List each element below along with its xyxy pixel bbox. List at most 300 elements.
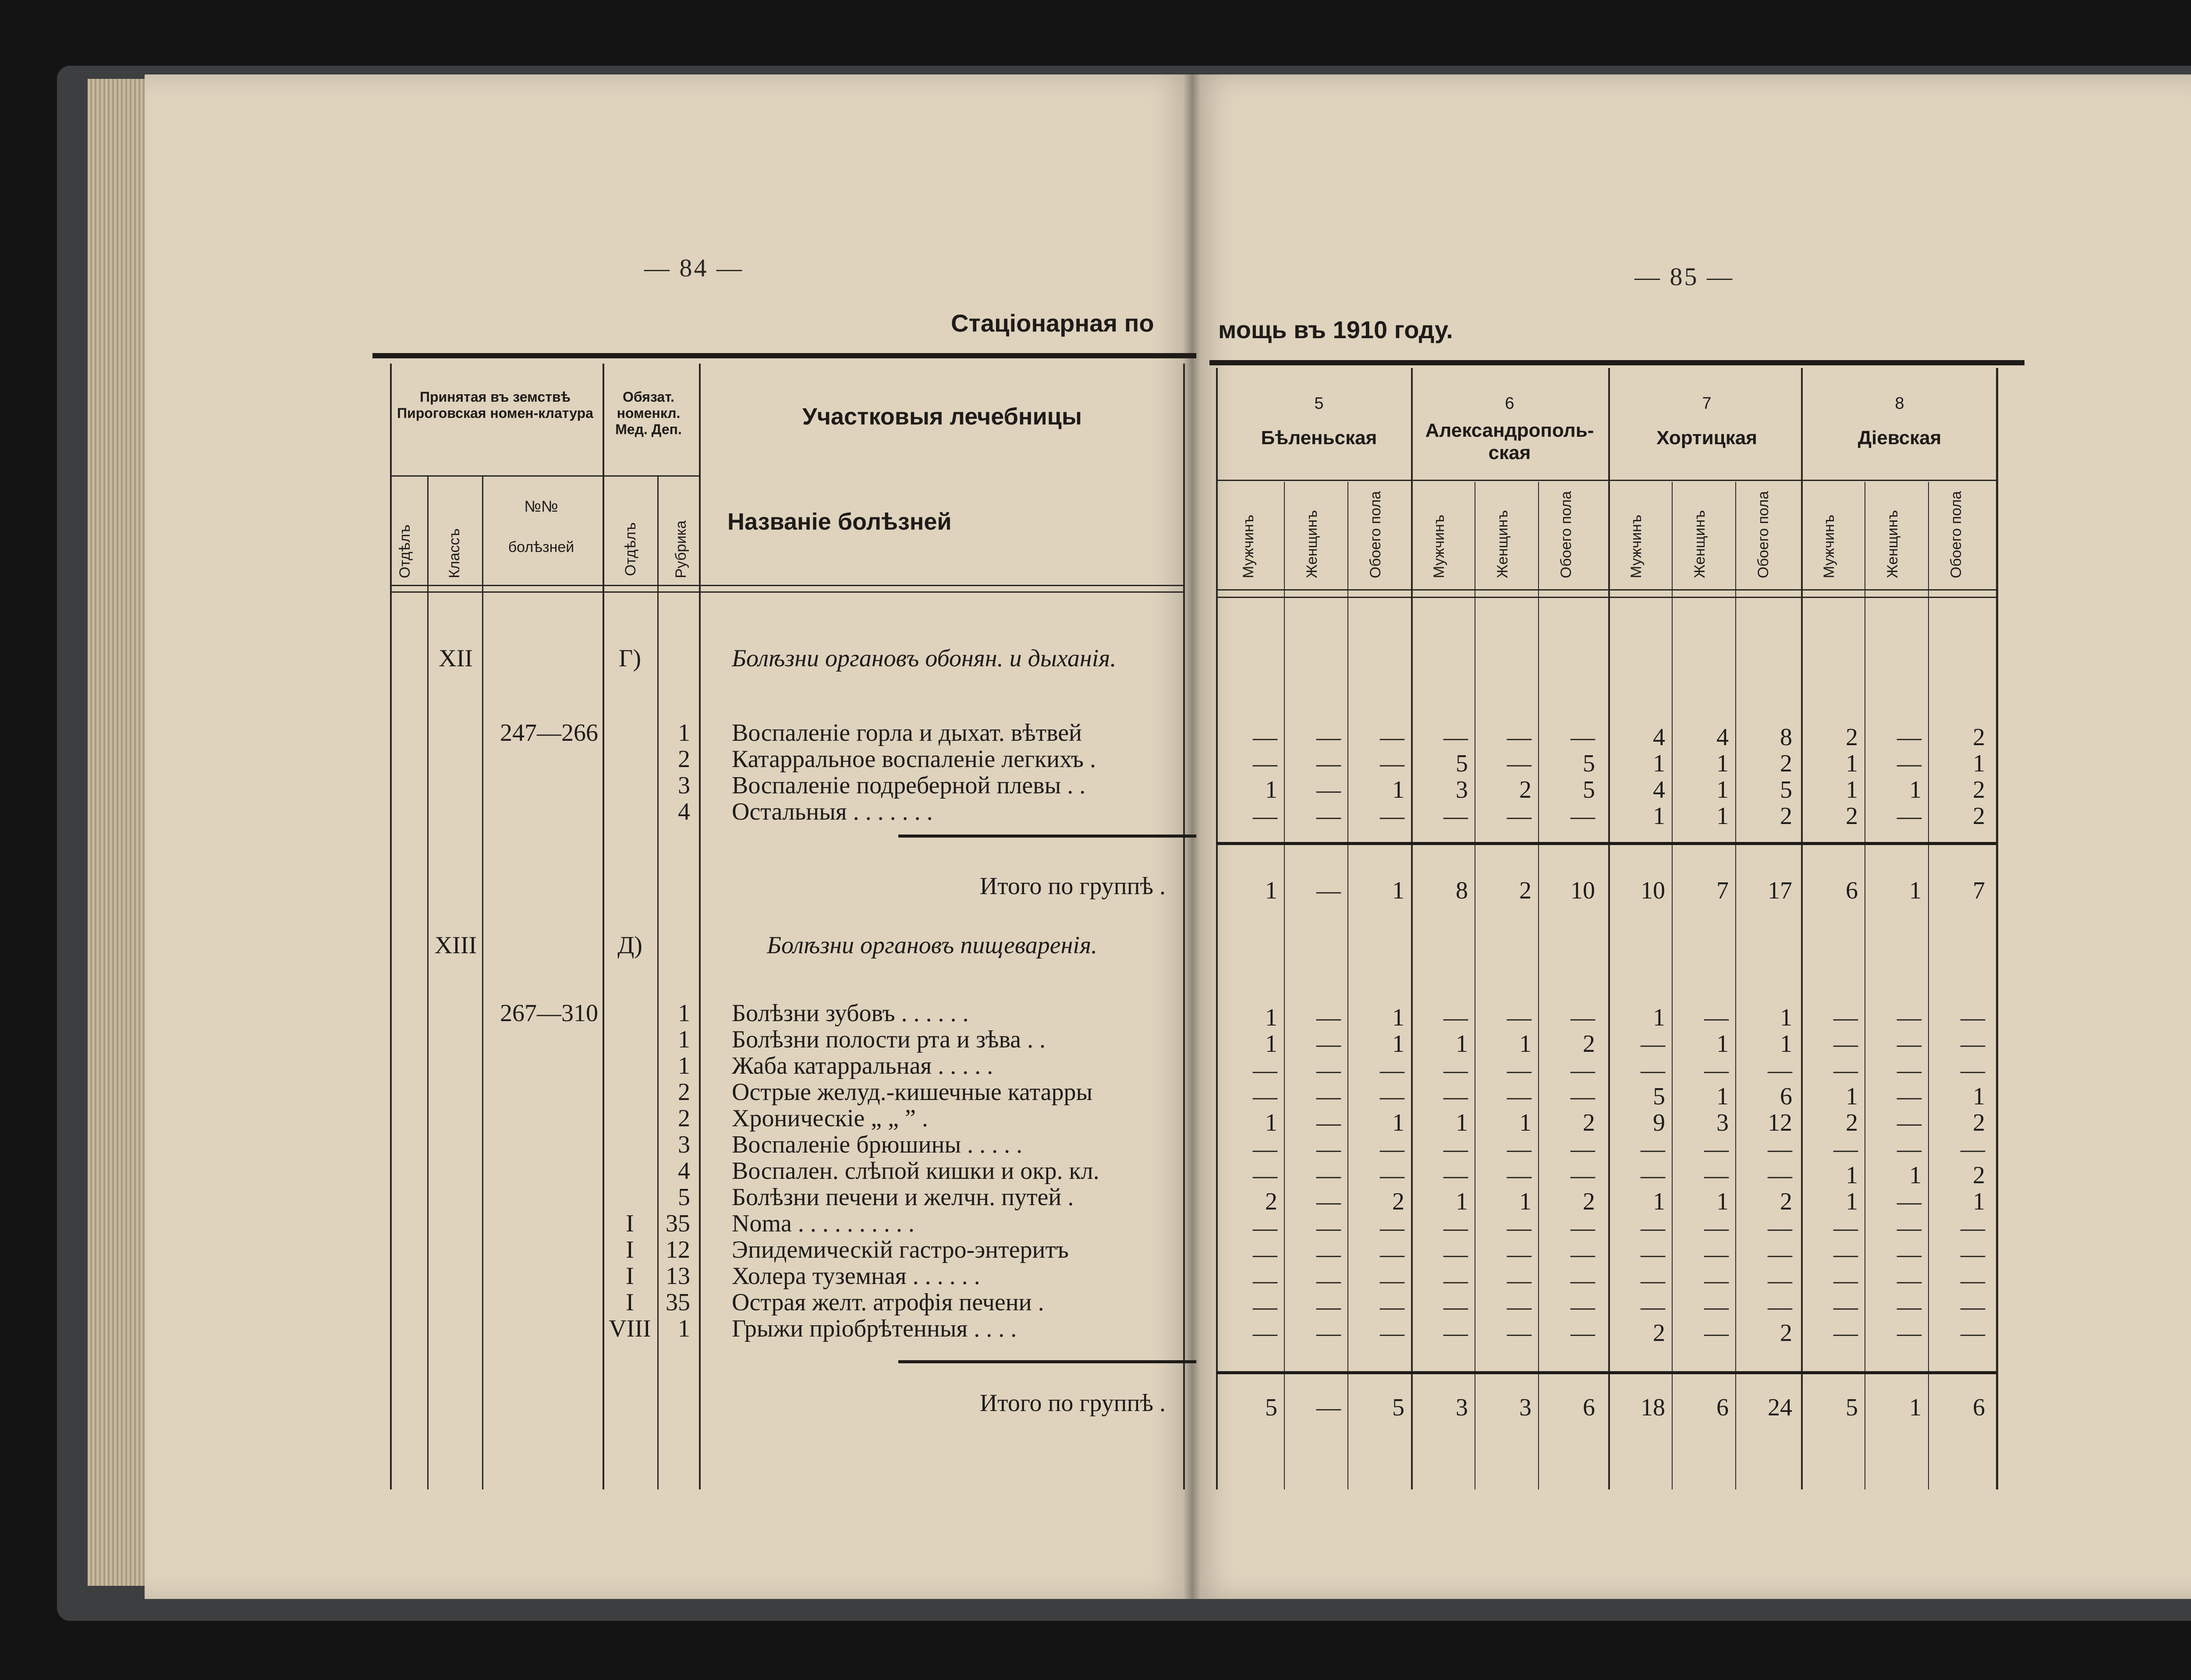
value-cell: — [1443,1214,1468,1241]
disease-name: Итого по группѣ . [979,873,1166,900]
rubrika-header: Рубрика [673,520,689,578]
value-cell: 1 [1909,1394,1922,1421]
disease-name: Воспаленіе брюшины . . . . . [732,1131,1023,1158]
value-cell: 4 [1653,724,1665,751]
value-cell: — [1507,1083,1532,1110]
disease-name: Болѣзни зубовъ . . . . . . [732,1000,969,1027]
disease-name: Воспаленіе подреберной плевы . . [732,772,1086,799]
value-cell: 1 [1653,750,1665,777]
value-cell: — [1380,803,1404,830]
value-cell: 1 [1392,1030,1404,1058]
sex-label: Мужчинъ [1431,514,1447,578]
value-cell: — [1571,1057,1595,1084]
value-cell: — [1507,1135,1532,1163]
value-cell: 2 [1973,1162,1985,1189]
row-rubrika: 1 [678,1315,690,1342]
hospital-name: Бѣленьская [1261,427,1377,449]
obyaz-header: Обязат. номенкл. Мед. Деп. [615,389,682,437]
grid-line [390,364,392,1489]
value-cell: — [1961,1135,1985,1163]
row-rubrika: 3 [678,772,690,799]
value-cell: 7 [1716,877,1729,904]
value-cell: 2 [1846,1109,1858,1136]
value-cell: — [1507,1293,1532,1320]
value-cell: — [1897,1267,1922,1294]
value-cell: 6 [1780,1083,1792,1110]
sex-label: Обоего пола [1948,491,1964,578]
grid-line [1672,482,1673,1489]
value-cell: — [1507,1004,1532,1031]
value-cell: — [1961,1004,1985,1031]
value-cell: — [1833,1004,1858,1031]
value-cell: 5 [1265,1394,1277,1421]
value-cell: 6 [1583,1394,1595,1421]
value-cell: — [1833,1319,1858,1347]
group-rule [898,1360,1196,1363]
value-cell: — [1571,1214,1595,1241]
value-cell: — [1571,1241,1595,1268]
value-cell: — [1641,1135,1665,1163]
value-cell: 2 [1265,1188,1277,1215]
value-cell: — [1443,1293,1468,1320]
row-otdel: Г) [618,645,642,672]
disease-name: Катарральное воспаленіе легкихъ . [732,746,1096,773]
value-cell: 1 [1392,776,1404,803]
value-cell: 2 [1846,803,1858,830]
hospital-number: 8 [1895,394,1904,413]
value-cell: 5 [1456,750,1468,777]
value-cell: — [1253,1267,1277,1294]
value-cell: — [1380,1083,1404,1110]
value-cell: — [1507,1241,1532,1268]
disease-name: Хроническіе „ „ ” . [732,1105,928,1132]
value-cell: — [1253,1083,1277,1110]
group-rule [1216,842,1996,845]
value-cell: 5 [1583,776,1595,803]
row-rubrika: 2 [678,1079,690,1106]
value-cell: — [1768,1214,1792,1241]
value-cell: 1 [1973,1083,1985,1110]
value-cell: — [1380,1057,1404,1084]
grid-line [1608,368,1610,1489]
grid-line [1347,482,1348,1489]
value-cell: 10 [1571,877,1595,904]
value-cell: — [1961,1319,1985,1347]
row-rubrika: 1 [678,1000,690,1027]
value-cell: — [1443,1267,1468,1294]
value-cell: — [1897,1214,1922,1241]
value-cell: 6 [1716,1394,1729,1421]
value-cell: 3 [1716,1109,1729,1136]
sex-label: Обоего пола [1367,491,1384,578]
value-cell: 8 [1456,877,1468,904]
value-cell: — [1704,1214,1729,1241]
disease-name: Болѣзни органовъ пищеваренія. [767,932,1097,959]
value-cell: — [1443,724,1468,751]
value-cell: 2 [1583,1109,1595,1136]
row-rubrika: 1 [678,1052,690,1079]
row-rubrika: 5 [678,1184,690,1211]
sex-label: Женщинъ [1494,510,1511,578]
hospital-name: Діевская [1858,427,1942,449]
value-cell: — [1380,1319,1404,1347]
hospital-name: Александрополь-ская [1425,420,1594,463]
value-cell: — [1443,1057,1468,1084]
value-cell: — [1961,1293,1985,1320]
disease-name: Noma . . . . . . . . . . [732,1210,915,1237]
grid-line [657,475,659,1489]
nomenclature-header: Принятая въ земствѣ Пироговская номен-клатура [397,389,593,421]
hospital-number: 7 [1702,394,1712,413]
sex-label: Мужчинъ [1240,514,1257,578]
grid-line [1284,482,1285,1489]
value-cell: — [1897,1293,1922,1320]
value-cell: — [1507,1057,1532,1084]
grid-line [1183,364,1185,1489]
value-cell: 1 [1846,1162,1858,1189]
value-cell: — [1897,1004,1922,1031]
value-cell: — [1316,1188,1341,1215]
value-cell: — [1253,750,1277,777]
value-cell: 1 [1716,803,1729,830]
value-cell: 5 [1846,1394,1858,1421]
row-rubrika: 1 [678,1026,690,1053]
row-num: 247—266 [500,719,598,746]
top-rule-right [1209,360,2024,365]
row-otdel: I [626,1263,634,1290]
value-cell: — [1897,1109,1922,1136]
row-num: 267—310 [500,1000,598,1027]
uchastk-header: Участковыя лечебницы [802,403,1082,430]
group-rule [898,835,1196,838]
sex-label: Женщинъ [1884,510,1901,578]
disease-name: Болѣзни органовъ обонян. и дыханія. [732,645,1117,672]
value-cell: 1 [1456,1188,1468,1215]
value-cell: — [1768,1057,1792,1084]
value-cell: — [1380,1214,1404,1241]
value-cell: — [1897,1057,1922,1084]
value-cell: — [1380,750,1404,777]
sex-label: Женщинъ [1304,510,1320,578]
row-rubrika: 2 [678,1105,690,1132]
value-cell: 4 [1716,724,1729,751]
value-cell: — [1253,1214,1277,1241]
grid-line [390,591,1183,593]
grid-line [390,585,1183,586]
value-cell: 2 [1973,1109,1985,1136]
value-cell: — [1316,1030,1341,1058]
value-cell: — [1316,877,1341,904]
value-cell: 1 [1265,776,1277,803]
value-cell: 1 [1265,1109,1277,1136]
value-cell: — [1897,1083,1922,1110]
right-page-number: — 85 — [1634,262,1734,291]
value-cell: 3 [1519,1394,1532,1421]
sex-label: Обоего пола [1558,491,1574,578]
value-cell: 9 [1653,1109,1665,1136]
value-cell: 1 [1456,1030,1468,1058]
value-cell: — [1641,1162,1665,1189]
row-rubrika: 4 [678,1157,690,1185]
value-cell: 2 [1973,803,1985,830]
value-cell: — [1897,1241,1922,1268]
value-cell: 2 [1583,1188,1595,1215]
value-cell: 24 [1768,1394,1792,1421]
value-cell: 1 [1519,1030,1532,1058]
left-page-number: — 84 — [644,254,744,282]
value-cell: — [1316,1214,1341,1241]
right-page [1192,74,2191,1599]
value-cell: — [1897,1319,1922,1347]
value-cell: — [1571,1319,1595,1347]
value-cell: 2 [1973,776,1985,803]
value-cell: 18 [1641,1394,1665,1421]
value-cell: — [1253,1293,1277,1320]
value-cell: — [1704,1319,1729,1347]
row-klass: XII [439,645,473,672]
value-cell: 7 [1973,877,1985,904]
value-cell: 1 [1716,750,1729,777]
value-cell: — [1768,1162,1792,1189]
value-cell: 1 [1909,1162,1922,1189]
value-cell: — [1253,1162,1277,1189]
value-cell: 1 [1392,1004,1404,1031]
value-cell: — [1641,1241,1665,1268]
value-cell: 1 [1716,1188,1729,1215]
value-cell: — [1571,724,1595,751]
value-cell: — [1316,1293,1341,1320]
value-cell: 1 [1846,776,1858,803]
value-cell: 1 [1519,1109,1532,1136]
value-cell: 1 [1909,776,1922,803]
value-cell: — [1316,1083,1341,1110]
value-cell: — [1897,724,1922,751]
value-cell: — [1316,803,1341,830]
grid-line [1216,480,1996,481]
value-cell: — [1316,1109,1341,1136]
disease-name: Остальныя . . . . . . . [732,798,933,825]
sex-label: Мужчинъ [1628,514,1645,578]
value-cell: 1 [1716,1083,1729,1110]
value-cell: — [1641,1293,1665,1320]
grid-line [603,364,604,1489]
disease-name: Острая желт. атрофія печени . [732,1289,1044,1316]
value-cell: 1 [1265,877,1277,904]
value-cell: — [1443,1135,1468,1163]
value-cell: — [1704,1004,1729,1031]
value-cell: 2 [1973,724,1985,751]
value-cell: 5 [1653,1083,1665,1110]
value-cell: 1 [1456,1109,1468,1136]
value-cell: — [1897,750,1922,777]
value-cell: 2 [1392,1188,1404,1215]
value-cell: — [1833,1241,1858,1268]
value-cell: — [1316,1319,1341,1347]
grid-line [1735,482,1736,1489]
grid-line [1411,368,1413,1489]
value-cell: — [1443,1004,1468,1031]
value-cell: — [1507,803,1532,830]
num-sub-header: болѣзней [508,539,574,555]
value-cell: — [1507,724,1532,751]
row-otdel: Д) [617,932,642,959]
row-rubrika: 2 [678,746,690,773]
value-cell: — [1768,1241,1792,1268]
right-page-title: мощь въ 1910 году. [1218,316,1453,343]
row-klass: XIII [434,932,477,959]
value-cell: 5 [1780,776,1792,803]
value-cell: — [1253,1135,1277,1163]
disease-name: Жаба катарральная . . . . . [732,1052,993,1079]
grid-line [427,475,429,1489]
value-cell: 5 [1583,750,1595,777]
value-cell: 1 [1392,1109,1404,1136]
grid-line [1928,482,1929,1489]
value-cell: 1 [1392,877,1404,904]
value-cell: — [1571,1293,1595,1320]
value-cell: — [1443,1083,1468,1110]
value-cell: — [1507,1162,1532,1189]
value-cell: 1 [1780,1004,1792,1031]
row-otdel: I [626,1236,634,1263]
value-cell: 1 [1265,1030,1277,1058]
value-cell: — [1316,750,1341,777]
value-cell: — [1316,1004,1341,1031]
value-cell: — [1316,1057,1341,1084]
value-cell: — [1380,724,1404,751]
value-cell: — [1897,803,1922,830]
value-cell: — [1316,1267,1341,1294]
value-cell: 1 [1973,750,1985,777]
row-rubrika: 35 [666,1289,690,1316]
value-cell: — [1961,1030,1985,1058]
value-cell: 5 [1392,1394,1404,1421]
grid-line [1216,597,1996,598]
grid-line [482,475,483,1489]
value-cell: — [1316,1135,1341,1163]
disease-name: Воспаленіе горла и дыхат. вѣтвей [732,719,1082,746]
value-cell: 2 [1583,1030,1595,1058]
value-cell: — [1833,1135,1858,1163]
sex-label: Обоего пола [1755,491,1772,578]
value-cell: — [1961,1214,1985,1241]
value-cell: — [1833,1293,1858,1320]
grid-line [1996,368,1998,1489]
row-rubrika: 12 [666,1236,690,1263]
value-cell: — [1253,1319,1277,1347]
value-cell: 1 [1973,1188,1985,1215]
klass-header: Классъ [446,528,463,578]
value-cell: — [1380,1241,1404,1268]
value-cell: 10 [1641,877,1665,904]
grid-line [1538,482,1539,1489]
value-cell: 1 [1909,877,1922,904]
value-cell: — [1641,1057,1665,1084]
value-cell: 1 [1265,1004,1277,1031]
hospital-number: 5 [1314,394,1324,413]
value-cell: — [1443,1162,1468,1189]
value-cell: — [1507,1319,1532,1347]
value-cell: — [1961,1057,1985,1084]
otdel2-header: Отдѣлъ [622,522,639,576]
row-rubrika: 35 [666,1210,690,1237]
value-cell: 1 [1653,803,1665,830]
value-cell: 1 [1519,1188,1532,1215]
disease-name: Воспален. слѣпой кишки и окр. кл. [732,1157,1099,1185]
value-cell: 3 [1456,776,1468,803]
value-cell: — [1704,1267,1729,1294]
value-cell: 2 [1780,1188,1792,1215]
grid-line [1801,368,1803,1489]
value-cell: — [1704,1135,1729,1163]
value-cell: — [1253,803,1277,830]
value-cell: — [1571,1004,1595,1031]
value-cell: 1 [1846,1083,1858,1110]
group-rule [1216,1371,1996,1374]
value-cell: — [1443,1241,1468,1268]
value-cell: — [1571,1135,1595,1163]
disease-name: Острые желуд.-кишечные катарры [732,1079,1093,1106]
value-cell: — [1253,1241,1277,1268]
value-cell: 3 [1456,1394,1468,1421]
value-cell: 4 [1653,776,1665,803]
value-cell: — [1833,1267,1858,1294]
value-cell: 8 [1780,724,1792,751]
disease-name: Эпидемическій гастро-энтеритъ [732,1236,1069,1263]
value-cell: 6 [1846,877,1858,904]
value-cell: — [1571,803,1595,830]
value-cell: — [1704,1241,1729,1268]
value-cell: — [1507,1267,1532,1294]
disease-name: Грыжи пріобрѣтенныя . . . . [732,1315,1017,1342]
row-otdel: I [626,1210,634,1237]
top-rule-left [372,353,1196,358]
sex-label: Женщинъ [1691,510,1708,578]
value-cell: 1 [1716,1030,1729,1058]
value-cell: 6 [1973,1394,1985,1421]
value-cell: — [1316,776,1341,803]
value-cell: — [1507,750,1532,777]
value-cell: — [1316,724,1341,751]
grid-line [390,475,699,477]
value-cell: 1 [1653,1004,1665,1031]
grid-line [1216,368,1218,1489]
value-cell: 2 [1780,750,1792,777]
row-rubrika: 3 [678,1131,690,1158]
value-cell: — [1316,1241,1341,1268]
value-cell: — [1443,803,1468,830]
value-cell: — [1833,1030,1858,1058]
value-cell: 2 [1519,776,1532,803]
value-cell: — [1641,1267,1665,1294]
value-cell: — [1704,1162,1729,1189]
value-cell: 1 [1653,1188,1665,1215]
grid-line [699,364,701,1489]
value-cell: — [1253,724,1277,751]
otdel-header: Отдѣлъ [397,524,413,578]
value-cell: — [1380,1135,1404,1163]
value-cell: — [1833,1057,1858,1084]
hospital-number: 6 [1505,394,1514,413]
value-cell: — [1571,1267,1595,1294]
value-cell: 1 [1846,750,1858,777]
value-cell: — [1897,1030,1922,1058]
value-cell: — [1641,1214,1665,1241]
disease-name: Болѣзни полости рта и зѣва . . [732,1026,1046,1053]
value-cell: — [1897,1135,1922,1163]
value-cell: — [1641,1030,1665,1058]
value-cell: 12 [1768,1109,1792,1136]
